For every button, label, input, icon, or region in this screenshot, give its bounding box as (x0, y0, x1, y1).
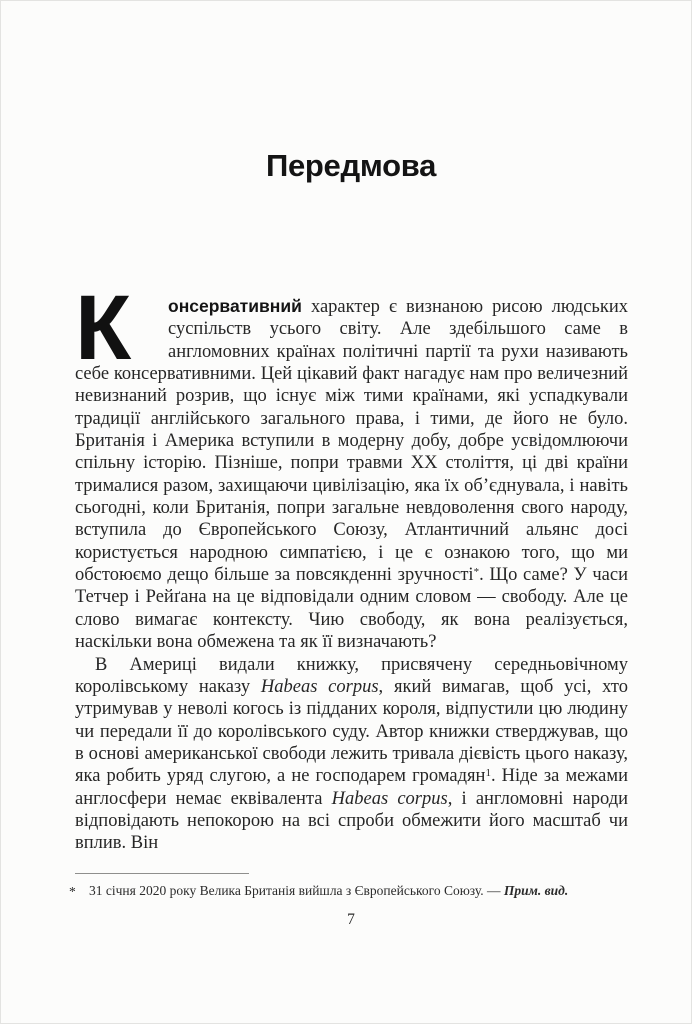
footnote-text (89, 882, 568, 900)
footnote-marker: * (69, 884, 76, 899)
page-body (75, 277, 629, 855)
footnote-source-label: Прим. вид. (503, 883, 569, 898)
paragraph-1-text-continued: . Що саме? У часи Тетчер і Рейґана на це відповідали одним словом — свободу. Але це слово вимагає контексту. Чию свободу, як вона реалізується, наскільки вона обмежена та як її визначають? (75, 565, 629, 653)
lead-word-bold: онсервативний (168, 296, 302, 316)
footnote-body-text: 31 січня 2020 року Велика Британія вийшла з Європейського Союзу. — (89, 883, 504, 898)
page-number: 7 (347, 911, 355, 928)
page-title: Передмова (265, 148, 437, 183)
dropcap-letter: К (75, 277, 132, 379)
habeas-corpus-italic: Habeas corpus (260, 676, 379, 697)
habeas-corpus-italic: Habeas corpus (331, 788, 448, 809)
paragraph-1-text: характер є визнаною рисою людських суспільств усього світу. Але здебільшого саме в англомовних країнах політичні партії та рухи називають себе консервативними. Цей цікавий факт нагадує нам про величезний невизнаний розрив, що існує між тими країнами, які успадкували традиції англійського загального права, і тими, де його не було. Британія і Америка вступили в модерну добу, добре усвідомлюючи спільну історію. Пізніше, попри травми XX століття, ці дві країни трималися разом, захищаючи цивілізацію, яка їх об’єднувала, і навіть сьогодні, коли Британія, попри загальне невдоволення свого народу, вступила до Європейського Союзу, Атлантичний альянс досі користується народною симпатією, і це є ознакою того, що ми обстоюємо дещо більше за повсякденні зручності (75, 297, 628, 586)
footnote-separator-rule (75, 873, 249, 874)
paragraph-2-text: , який вимагав, щоб усі, хто утримував у неволі когось із підданих короля, відпустили цю людину чи передали її до королівського суду. Автор книжки стверджував, що в основі американської свободи лежить тривала дієвість цього наказу, яка робить уряд слугою, а не господарем громадян (75, 676, 628, 787)
paragraph-2-text: . Ніде за межами англосфери немає еквівалента (75, 766, 628, 809)
paragraph-2-text: В Америці видали книжку, присвячену середньовічному королівському наказу (75, 654, 628, 697)
footnote-asterisk-marker: * (473, 566, 480, 579)
endnote-1-marker: 1 (485, 767, 491, 780)
footnote (69, 882, 629, 901)
paragraph-preface-2 (75, 654, 628, 855)
paragraph-2-text: , і англомовні народи відповідають непокорою на всі спроби обмежити його масштаб чи вплив. Він (75, 788, 629, 854)
paragraph-preface-1 (75, 277, 629, 654)
